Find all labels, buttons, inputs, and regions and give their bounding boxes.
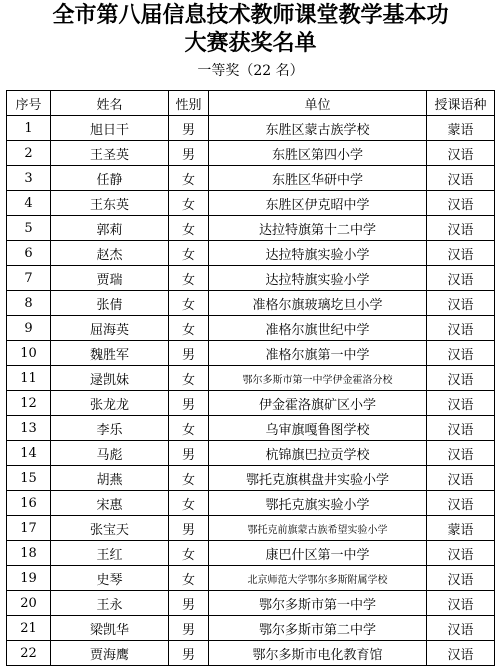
table-row bbox=[7, 616, 495, 641]
award-level-subtitle: 一等奖（22 名） bbox=[197, 63, 304, 79]
cell-index: 19 bbox=[7, 566, 51, 591]
cell-index: 2 bbox=[7, 141, 51, 166]
cell-unit: 鄂尔多斯市电化教育馆 bbox=[209, 641, 427, 666]
cell-gender: 男 bbox=[169, 591, 209, 616]
cell-gender: 女 bbox=[169, 166, 209, 191]
cell-name: 王红 bbox=[51, 541, 169, 566]
cell-language: 汉语 bbox=[427, 316, 495, 341]
table-row bbox=[7, 116, 495, 141]
cell-gender: 女 bbox=[169, 191, 209, 216]
cell-name: 赵杰 bbox=[51, 241, 169, 266]
cell-name: 梁凯华 bbox=[51, 616, 169, 641]
cell-index: 7 bbox=[7, 266, 51, 291]
cell-unit: 鄂托克前旗蒙古族希望实验小学 bbox=[209, 516, 427, 541]
table-row bbox=[7, 191, 495, 216]
table-row bbox=[7, 391, 495, 416]
cell-index: 14 bbox=[7, 441, 51, 466]
cell-name: 贾瑞 bbox=[51, 266, 169, 291]
cell-index: 15 bbox=[7, 466, 51, 491]
cell-gender: 男 bbox=[169, 116, 209, 141]
cell-name: 逯凯妹 bbox=[51, 366, 169, 391]
table-row bbox=[7, 341, 495, 366]
cell-language: 汉语 bbox=[427, 241, 495, 266]
table-row bbox=[7, 366, 495, 391]
table-row bbox=[7, 266, 495, 291]
cell-index: 6 bbox=[7, 241, 51, 266]
cell-index: 8 bbox=[7, 291, 51, 316]
table-row bbox=[7, 566, 495, 591]
cell-gender: 女 bbox=[169, 416, 209, 441]
cell-language: 汉语 bbox=[427, 466, 495, 491]
page-title-line-2: 大赛获奖名单 bbox=[184, 31, 317, 56]
cell-name: 郭莉 bbox=[51, 216, 169, 241]
cell-gender: 男 bbox=[169, 391, 209, 416]
cell-index: 18 bbox=[7, 541, 51, 566]
table-row bbox=[7, 416, 495, 441]
cell-unit: 达拉特旗实验小学 bbox=[209, 266, 427, 291]
cell-language: 汉语 bbox=[427, 166, 495, 191]
cell-gender: 女 bbox=[169, 491, 209, 516]
cell-index: 21 bbox=[7, 616, 51, 641]
cell-language: 汉语 bbox=[427, 191, 495, 216]
cell-name: 李乐 bbox=[51, 416, 169, 441]
cell-name: 张宝天 bbox=[51, 516, 169, 541]
cell-language: 汉语 bbox=[427, 616, 495, 641]
cell-name: 史琴 bbox=[51, 566, 169, 591]
cell-name: 王永 bbox=[51, 591, 169, 616]
cell-unit: 东胜区华研中学 bbox=[209, 166, 427, 191]
cell-index: 3 bbox=[7, 166, 51, 191]
column-header-language: 授课语种 bbox=[427, 91, 495, 116]
table-row bbox=[7, 441, 495, 466]
cell-language: 汉语 bbox=[427, 541, 495, 566]
table-header-row bbox=[7, 91, 495, 116]
cell-name: 宋惠 bbox=[51, 491, 169, 516]
cell-gender: 女 bbox=[169, 566, 209, 591]
cell-index: 5 bbox=[7, 216, 51, 241]
cell-index: 11 bbox=[7, 366, 51, 391]
cell-index: 12 bbox=[7, 391, 51, 416]
table-row bbox=[7, 541, 495, 566]
cell-index: 16 bbox=[7, 491, 51, 516]
table-row bbox=[7, 166, 495, 191]
cell-language: 汉语 bbox=[427, 291, 495, 316]
cell-gender: 女 bbox=[169, 216, 209, 241]
cell-name: 任静 bbox=[51, 166, 169, 191]
award-table bbox=[6, 90, 495, 666]
cell-name: 马彪 bbox=[51, 441, 169, 466]
cell-unit: 东胜区伊克昭中学 bbox=[209, 191, 427, 216]
cell-unit: 准格尔旗第一中学 bbox=[209, 341, 427, 366]
cell-unit: 达拉特旗第十二中学 bbox=[209, 216, 427, 241]
cell-language: 汉语 bbox=[427, 491, 495, 516]
table-row bbox=[7, 241, 495, 266]
table-row bbox=[7, 466, 495, 491]
table-row bbox=[7, 141, 495, 166]
cell-name: 张倩 bbox=[51, 291, 169, 316]
cell-language: 蒙语 bbox=[427, 116, 495, 141]
cell-language: 汉语 bbox=[427, 441, 495, 466]
cell-gender: 女 bbox=[169, 316, 209, 341]
table-row bbox=[7, 591, 495, 616]
cell-index: 17 bbox=[7, 516, 51, 541]
table-row bbox=[7, 491, 495, 516]
cell-language: 汉语 bbox=[427, 216, 495, 241]
cell-unit: 达拉特旗实验小学 bbox=[209, 241, 427, 266]
cell-unit: 乌审旗嘎鲁图学校 bbox=[209, 416, 427, 441]
column-header-gender: 性别 bbox=[169, 91, 209, 116]
cell-unit: 东胜区第四小学 bbox=[209, 141, 427, 166]
cell-gender: 女 bbox=[169, 241, 209, 266]
cell-name: 贾海鹰 bbox=[51, 641, 169, 666]
cell-unit: 鄂托克旗实验小学 bbox=[209, 491, 427, 516]
cell-name: 屈海英 bbox=[51, 316, 169, 341]
cell-name: 旭日干 bbox=[51, 116, 169, 141]
cell-gender: 男 bbox=[169, 141, 209, 166]
cell-gender: 女 bbox=[169, 291, 209, 316]
cell-name: 王东英 bbox=[51, 191, 169, 216]
cell-gender: 女 bbox=[169, 541, 209, 566]
cell-gender: 男 bbox=[169, 616, 209, 641]
cell-gender: 男 bbox=[169, 641, 209, 666]
cell-unit: 康巴什区第一中学 bbox=[209, 541, 427, 566]
cell-index: 10 bbox=[7, 341, 51, 366]
cell-index: 4 bbox=[7, 191, 51, 216]
table-row bbox=[7, 316, 495, 341]
cell-unit: 鄂尔多斯市第一中学伊金霍洛分校 bbox=[209, 366, 427, 391]
cell-gender: 女 bbox=[169, 366, 209, 391]
table-row bbox=[7, 291, 495, 316]
column-header-index: 序号 bbox=[7, 91, 51, 116]
cell-unit: 东胜区蒙古族学校 bbox=[209, 116, 427, 141]
cell-language: 汉语 bbox=[427, 591, 495, 616]
cell-unit: 北京师范大学鄂尔多斯附属学校 bbox=[209, 566, 427, 591]
cell-language: 汉语 bbox=[427, 141, 495, 166]
cell-language: 蒙语 bbox=[427, 516, 495, 541]
cell-name: 魏胜军 bbox=[51, 341, 169, 366]
cell-language: 汉语 bbox=[427, 266, 495, 291]
cell-language: 汉语 bbox=[427, 566, 495, 591]
cell-gender: 男 bbox=[169, 341, 209, 366]
cell-gender: 女 bbox=[169, 266, 209, 291]
cell-unit: 鄂尔多斯市第二中学 bbox=[209, 616, 427, 641]
cell-name: 王圣英 bbox=[51, 141, 169, 166]
cell-language: 汉语 bbox=[427, 641, 495, 666]
cell-gender: 男 bbox=[169, 516, 209, 541]
cell-language: 汉语 bbox=[427, 416, 495, 441]
cell-unit: 准格尔旗世纪中学 bbox=[209, 316, 427, 341]
cell-index: 9 bbox=[7, 316, 51, 341]
cell-index: 20 bbox=[7, 591, 51, 616]
cell-name: 张龙龙 bbox=[51, 391, 169, 416]
table-row bbox=[7, 516, 495, 541]
column-header-name: 姓名 bbox=[51, 91, 169, 116]
table-row bbox=[7, 216, 495, 241]
cell-gender: 男 bbox=[169, 441, 209, 466]
cell-name: 胡燕 bbox=[51, 466, 169, 491]
cell-unit: 鄂尔多斯市第一中学 bbox=[209, 591, 427, 616]
column-header-unit: 单位 bbox=[209, 91, 427, 116]
cell-unit: 鄂托克旗棋盘井实验小学 bbox=[209, 466, 427, 491]
page-title: 全市第八届信息技术教师课堂教学基本功 bbox=[52, 3, 449, 28]
cell-language: 汉语 bbox=[427, 341, 495, 366]
cell-language: 汉语 bbox=[427, 391, 495, 416]
cell-index: 1 bbox=[7, 116, 51, 141]
cell-language: 汉语 bbox=[427, 366, 495, 391]
cell-index: 13 bbox=[7, 416, 51, 441]
table-row bbox=[7, 641, 495, 666]
cell-unit: 准格尔旗玻璃圪旦小学 bbox=[209, 291, 427, 316]
cell-gender: 女 bbox=[169, 466, 209, 491]
cell-unit: 伊金霍洛旗矿区小学 bbox=[209, 391, 427, 416]
cell-unit: 杭锦旗巴拉贡学校 bbox=[209, 441, 427, 466]
cell-index: 22 bbox=[7, 641, 51, 666]
